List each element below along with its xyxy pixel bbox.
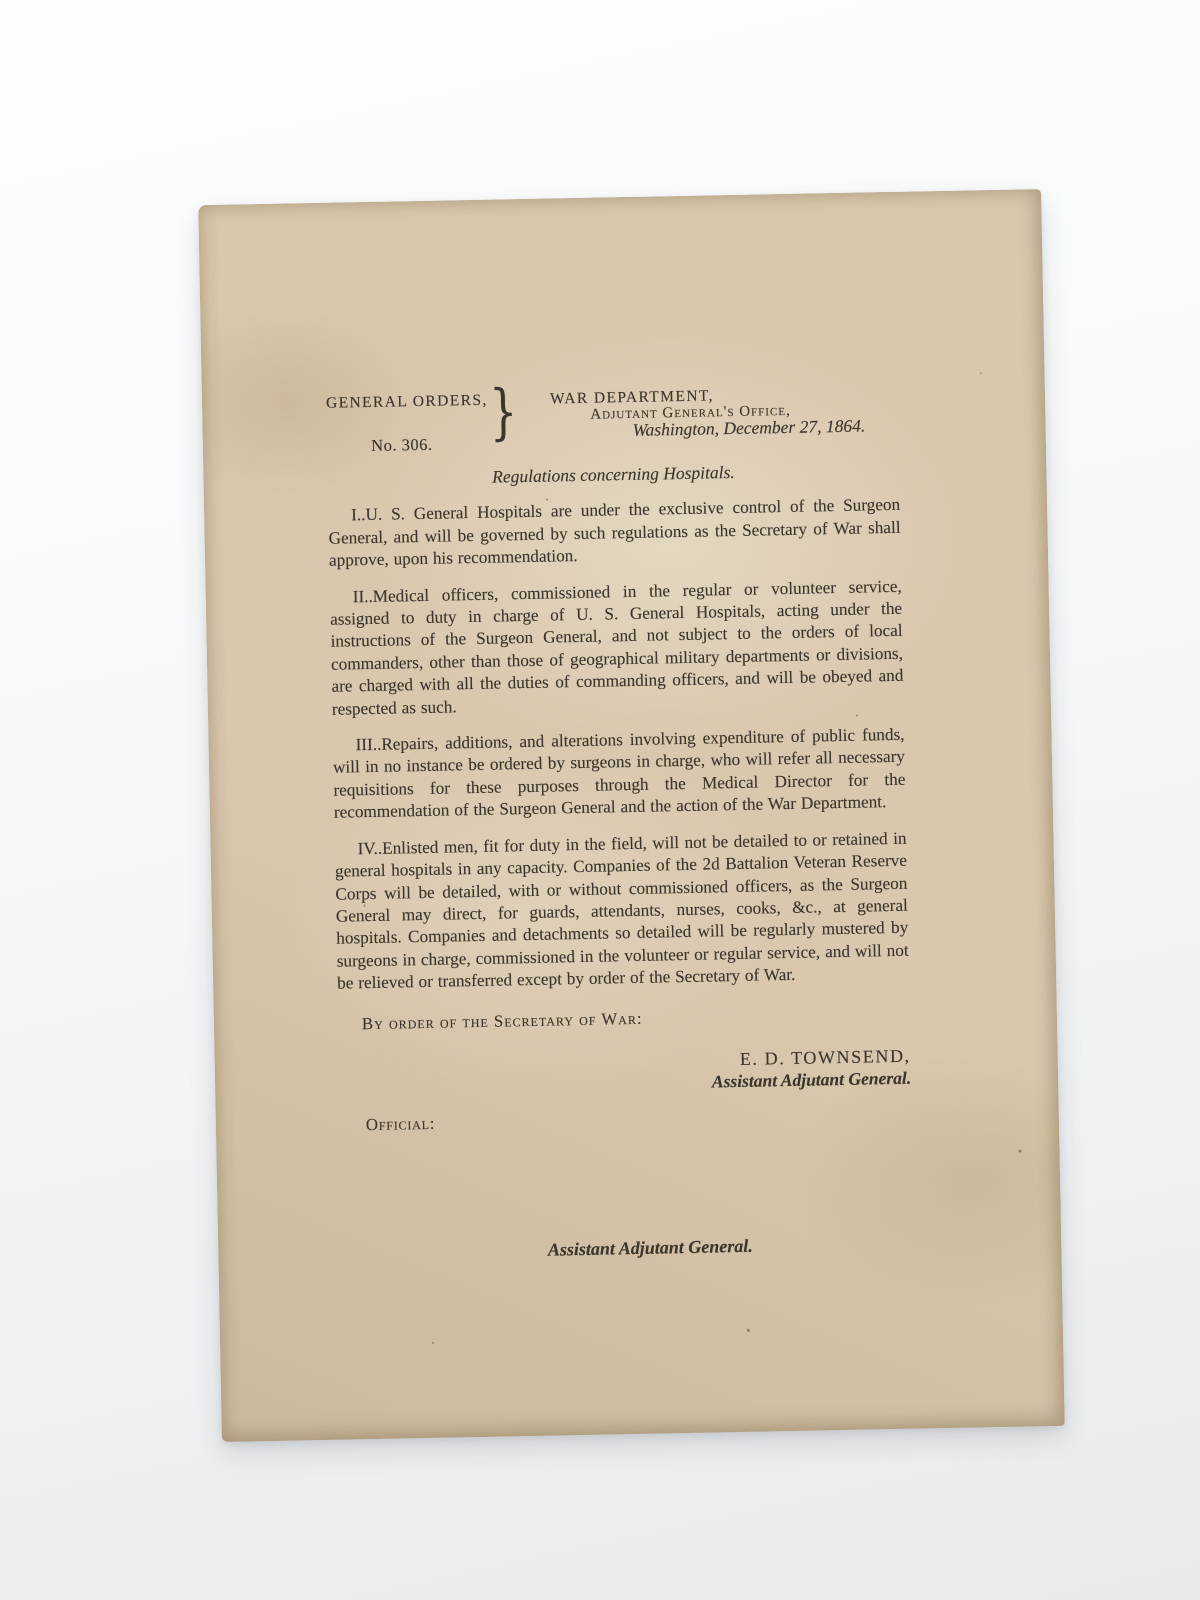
- document-content: [322, 192, 914, 1266]
- general-orders-label: GENERAL ORDERS,: [325, 391, 488, 412]
- order-number: No. 306.: [371, 435, 433, 456]
- paragraph-2: II..Medical officers, commissioned in the regular or volunteer service, assigned to duty in charge of U. S. General Hospitals, acting under the instructions of the Surgeon General, and not subject to the orders of local commanders, other than those of geographical military departments or divisions, are charged with all the duties of commanding officers, and will be obeyed and respected as such.: [329, 576, 904, 719]
- paragraph-4: IV..Enlisted men, fit for duty in the field, will not be detailed to or retained in general hospitals in any capacity. Companies of the 2d Battalion Veteran Reserve Corps will be detailed, with or without commissioned officers, as the Surgeon General may direct, for guards, attendants, nurses, cooks, &c., at general hospitals. Companies and detachments so detailed will be regularly mustered by surgeons in charge, commissioned in the volunteer or regular service, and will not be relieved or transferred except by order of the Secretary of War.: [334, 828, 909, 993]
- war-department-line: WAR DEPARTMENT,: [549, 387, 715, 408]
- brace-glyph: }: [488, 377, 518, 448]
- footer-attestation: Assistant Adjutant General.: [547, 1236, 753, 1261]
- paper-speck: [1018, 1150, 1021, 1153]
- paper-speck: [747, 1329, 750, 1332]
- signer-name: E. D. TOWNSEND,: [739, 1045, 911, 1069]
- paragraph-1: I..U. S. General Hospitals are under the exclusive control of the Surgeon General, and will be governed by such regulations as the Secretary of War shall approve, upon his recommendation.: [328, 495, 901, 570]
- paragraph-3: III..Repairs, additions, and alterations involving expenditure of public funds, will in no instance be ordered by surgeons in charge, who will refer all necessary requisitions for these purposes through the Medical Director for the recommendation of the Surgeon General and the action of the War Department.: [332, 724, 906, 822]
- adjutant-generals-office-line: Adjutant General's Office,: [590, 402, 791, 423]
- document-header: [325, 377, 899, 465]
- document-title: Regulations concerning Hospitals.: [491, 461, 735, 487]
- paper-speck: [980, 372, 982, 374]
- document-page: [198, 189, 1065, 1442]
- issuing-office-block: [550, 384, 866, 441]
- order-heading: [326, 390, 497, 459]
- place-date-line: Washington, December 27, 1864.: [632, 415, 866, 440]
- signer-title: Assistant Adjutant General.: [711, 1067, 912, 1092]
- official-label: Official:: [365, 1113, 436, 1135]
- paper-speck: [432, 1342, 434, 1344]
- by-order-line: By order of the Secretary of War:: [361, 1008, 643, 1033]
